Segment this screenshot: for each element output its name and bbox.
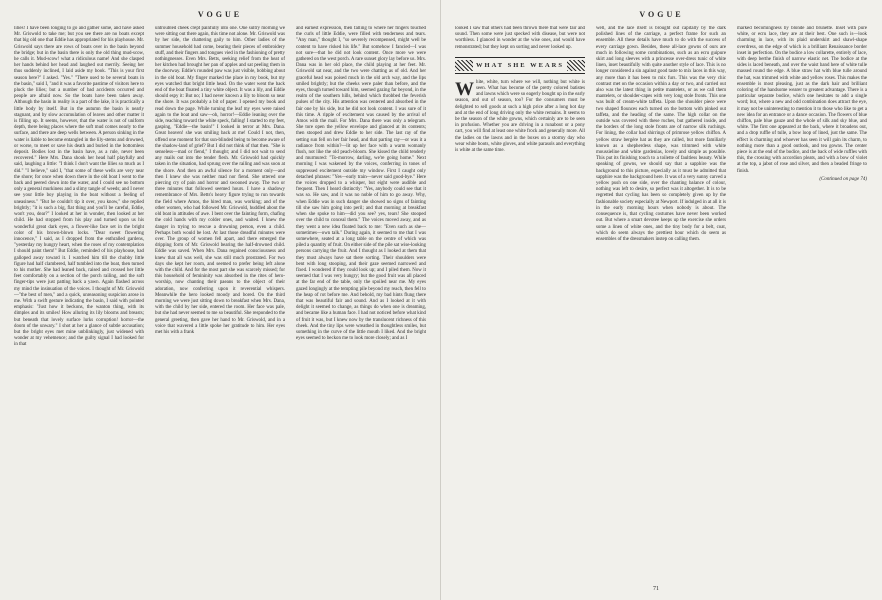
running-head-left: VOGUE [197,10,243,19]
banner-ornament-right-icon [567,60,585,71]
section-banner [455,57,585,74]
drop-cap: W [455,78,474,100]
banner-label: WHAT SHE WEARS [476,61,564,69]
right-page [441,0,882,600]
page-number: 71 [653,586,659,592]
column-text: untroubled cheek crept painfully into one. One sultry morning we were sitting out there again, this time not alone. Mr. Griswold was by her side, the chattering gaily to him. Other ladies of the summer household had come, bearing their pieces of embroidery stuff, and their fingers and tongues vied in the fashioning of pretty nothingnesses. Even Mrs. Betts, seeking relief from the heat of her kitchen had brought her pan of apples and sat peeling them in the doorway. Eddie's rounded paw was just visible, bobbing about in the old boat. My finger marked the place in my book, but my eyes watched that bright little head. On the water went the back end of the boat floated a tiny white object. It was a lily, and Eddie should espy it: But no; I had never known a lily to bloom so near the shore. It was probably a bit of paper. I opened my book and read down the page. While turning the leaf my eyes were raised again to the boat and saw—oh, horror!—Eddie leaning over the side, reaching toward the white speck, falling! I started to my feet, gasping, "Eddie—the basin!" I looked in terror at Mrs. Dana. Great heaven! she was smiling back at me! Could I not, then, offend one moment for that sun-blinded being to become aware of the shadow-land of grief? But I did not think of that then. "She is senseless—mad or fiend," I thought; and I did not wait to send any mails out into the tender flesh. Mr. Griswold had quickly taken in the situation, had sprung over the railing and was soon at the shore. And then an awful silence for a moment only—and then I knew she was neither mad nor fiend. She uttered one piercing cry of pain and horror and swooned away. The two or three minutes that followed seemed hours. I have a shadowy remembrance of Mrs. Betts's heavy figure trying to run towards the field where Amos, the hired man, was working; and of the other women, who had followed Mr. Griswold, huddled about the old boat in attitudes of awe. I bent over the fainting form, chafing the cold hands with my colder ones, and waited. I knew the danger in trying to rescue a drowning person, even a child. Perhaps both would be lost. At last those dreadful minutes were over. The group of women fell apart, and there emerged the dripping form of Mr. Griswold bearing the half-drowned child. Eddie was saved. When Mrs. Dana regained consciousness and knew that all was well, she was still much prostrated. For two days she kept her room, and seemed to prefer being left alone with the child. And for the most part she was scarcely missed; for this household of femininity was absorbed in the rites of hero-worship, now chanting their paeans to the object of their adoration, now conferring upon it reverential whispers. Meanwhile the hero looked moody and bored. On the third morning we were just sitting down to breakfast when Mrs. Dana, with the child by her side, entered the room. Her face was pale, but she had never seemed to me so beautiful. She responded to the general greeting, then gave her hand to Mr. Griswold, and in a voice that wavered a little spoke her gratitude to him. Her eyes met his with a frank [155,26,285,335]
section-body [455,80,585,154]
right-column-3 [737,26,867,586]
section-body-text: hite, white, turn where we will, nothing but white is seen. What has become of the pretty colored batistes and lawns which were so eagerly bought up in the early season, and out of season, too? For the consumers must be delighted to sell goods at such a high price after a long hot day and at the end of long driving only the white remains. It seems to be the season of the white gowns, which certainly are to be seen in profusion. Whether you are driving in a runabout or a pony cart, you will find at least one white frock and generally more. All the ladies on the lawns and in the boxes on a stormy day who wear white boots, white gloves, and white parasols and everything is white at the same time. [455,79,585,154]
column-text: looked I saw that others had been thrown there that were fair and sound. Then some were just specked with disease, but were not worthless. I glanced in wonder at the wise ones, and would have remonstrated; but they kept on sorting and never looked up. [455,26,585,50]
column-text: and earnest expression, then falling to where her fingers touched the curls of little Eddie, were filled with tenderness and tears. "Any man," thought I, "so severely recompensed, might well be content to have risked his life." But somehow I fancied—I was not sure—that he did not look content. Once more we were gathered on the west porch. A rare sunset glory lay before us. Mrs. Dana was in her old place, the child playing at her feet. Mr. Griswold sat near, and the two were chatting as of old. And her graceful head was poised much in the old arch way, and the lips smiled brightly; but the cheeks were paler than before, and the eyes, though turned toward him, seemed gazing far beyond, in the realm of the southern hills, behind which throbbed the feverish pulses of the city. His attention was centered and absorbed in the fair one by his side, but he did not look content. I was sure of it this time. A ripple of excitement was caused by the arrival of Amos with the mail. For Mrs. Dana there was only a telegram. She tore open the yellow envelope and glanced at its contents; then stooped and drew Eddie to her side. The last ray of the setting sun fell on her fair head, and that parting ray—or was it a radiance from within?—lit up her face with a warm womanly flush, not like the old peach-bloom. She kissed the child tenderly and murmured: "To-morrow, darling, we're going home." Next morning I was wakened by the voices, conferring in tones of suppressed excitement outside my window. First I caught only detached phrases: "Yes—early train—never said good-bye." Here the voices dropped to a whisper, but eight were audible and frequent. Then I heard distinctly: "Yes, anybody could see that it was so. He saw, and it was no noble of him to go away. Why, when Eddie was in such danger she showed no signs of fainting till she saw him going into peril; and that morning at breakfast when she spoke to him—did you see? yes, tears! She stooped over the child to conceal them." The voices moved away, and as they went a new idea floated back to me: "Even such as she—sometimes—own talk." During again, it seemed to me that I was somewhere, seated at a long table on the centre of which was piled a quantity of fruit. On either side of the pile sat wise-looking persons carrying the fruit. And I thought as I looked at them that they must always have sat there sorting. Their shoulders were bent with long stooping, and their gaze seemed narrowed and fixed. I wondered if they could look up; and I piled them. Now it seemed that I was very hungry; but the good fruit was all placed at the far end of the table, only the spoiled near me. My eyes gazed longingly at the tempting pile beyond my reach, then fell to the heap of rot before me. And behold, my bad hints flung there that was beautiful fair and sound. And as I looked at it with delight it seemed to change, as things do when one is dreaming, and became like a human face. I had not noticed before what kind of fruit it was, but I knew now by the translucent richness of this cheek. And the tiny lips were wreathed in thoughtless smiles, but something in the curve of the little mouth I liked. And the bright eyes seemed to beckon me to look more closely; and as I [296,26,426,342]
left-column-1 [14,26,144,586]
banner-ornament-left-icon [455,60,473,71]
running-head-right: VOGUE [639,10,684,19]
right-columns [455,26,868,586]
left-column-2 [155,26,285,586]
right-column-1 [455,26,585,586]
column-text: marked becomingness by blonde and brunette. Inset with pure white, or ecru lace, they are at their best. One such is—look charming in lace, with its plaid underskirt and shawl-shape overdress, on the edge of which is a brilliant Renaissance border inset in perfection. On the bodice a low collarette, entirely of lace, with deep berthe finish of narrow elastic net. The bodice at the sides is laced beneath, and over the waist band here of white tulle massed round the edge. A blue straw hat with blue tulle around the hat, was trimmed with white and yellow roses. This makes the ensemble is most pleasing, just as the dark hair and brilliant coloring of the handsome wearer to greatest advantage. There is a particular separate bodice, which one hesitates to add a single word; but, where a new and odd combination does attract the eye, it may not be uninteresting to mention it to those who like to get a new idea for an entrance or a dance occasion. The flowers of blue chiffon, pale blue gauze and the whole of silk and sky blue, and white. The first one appeared at the back, where it broadens out, and a drop ruffle of tulle, a bow loop of lined, just the same. The effect is charming and whoever has seen it will gain its charm, to nothing more than a good outlook, and tea gowns. The center piece is at the end of the bodice, and the back of wide ruffles with this, the crossing with accordion pleats, and with a bow of violet at the top, a jabot of rose and silver, and then a beaded fringe to finish. [737,26,867,174]
left-column-3 [296,26,426,586]
column-text: well, and the lace itself is brought out capitally by the dark polished lines of the carriage, a perfect frame for such an ensemble. All these details have much to do with the success of every carriage gown. Besides, these all-lace gowns of ours are much in following some combinations, such as an ecru guipure skirt and long sleeves with a princesse over-dress tunic of white linen, inset beautifully with quite another style of lace. This is no longer considered a sin against good taste to mix laces in this way, any more than it has been to mix furs. This was the very chic contrast met on the occasion within a day or two, and carried out also was the latest thing in petite mantelets, or as we call them mantelets, or shoulder-capes with very long stole fronts. This one was built of cream-white taffeta. Upon the shoulder piece were two shaped flounces each turned on the bottom with pinked out taffeta, and the heading of the same. The high collar on the outside was covered with these ruches, but gathered inside, and the borders of the long stole fronts are of narrow silk ruchings. For lining, the collar had shirrings of primrose yellow chiffon. A yellow straw bergère hat as they are called, but more familiarly known as a shepherdess shape, was trimmed with white moussieline and white gardenias, lovely and simple as possible. This put its finishing touch to a toilette of faultless beauty. While speaking of gowns, we should say that a sapphire was the background to this picture, especially as it must be admitted that sapphire was the background here. It was of a very sunny carved a yellow push on one side, over the chanting balance of colour, nothing was left to desire, so perfect was it altogether. It is to be regretted that cycling has been so completely given up by the fashionable society especially at Newport. If indulged in at all it is in the early morning hours when nobody is about. The consequence is, that cycling costumes have never been worked out. But where a smart devotee keeps up the exercise she orders some a linen of white ones, and the tiny body for a belt, coat, which do seem always the prettiest hour which do seem as ensembles of the dressmakers instep on calling them. [596,26,726,242]
right-column-2 [596,26,726,586]
continued-note: (Continued on page 74) [819,176,867,182]
column-text: lilies! I have been longing to go and gather some, and have asked Mr. Griswold to take me; but you see there are no boats except that big old one that Eddie has appropriated for his playhouse. Mr. Griswold says there are rows of boats over in the basin beyond the bridge; but in the basin there is only the old thing mud-scow, he calls it. Mud-scow! what a ridiculous name! And she clasped her hands behind her head and laughed out merrily. Seeing her thus suddenly inclined, I laid aside my book. "This is your first season here?" I asked. "Yes." "There used to be several boats in the basin," said I, "and it was a favorite pastime of visitors here to pluck the lilies; but a number of bad accidents occurred and people are afraid now. So the boats have been taken away. Although the basin in reality is a part of the lake, it is practically a little body by itself. But in the autumn the basin is nearly stagnant, and by slow accumulation of leaves and other matter it is filling up. It seems, however, that the water is not of uniform depth, there being places where the soft mud comes nearly to the surface, and there are deep wells between. A person sinking in the water is liable to become entangled in the lily-stems and drowned, or worse, to meet or save his death and buried in the bottomless deposit. Bodies lost in the basin have, as a rule, never been recovered." Here Mrs. Dana shook her head half playfully and said, laughing a little: "I think I don't want the lilies so much as I did." "I believe," said I, "that some of these wells are very near the shore; for once when down there in the old boat I went to the back and peered down into the water, and I could see no bottom only a general murkiness and a slimy tangle of weeds; and I never see your little boy playing in the boat without a feeling of uneasiness." "But he couldn't tip it over, you know," she replied brightly; "it is such a big, flat thing and you'll be careful, Eddie, won't you, dear?" I looked at her in wonder, then looked at her child. He had stopped from his play and turned upon us his wonderful great dark eyes, a flower-like face set in the bright color of his brown-blown locks. "Dear sweet flowering innocence," I said, as I dropped from the enthralled gardens, "yesterday my hungry heart, when the roses of my contemplation I should paint them!" But Eddie, reminded of his playhouse, had galloped away toward it. I watched him till the chubby little figure had half clambered, half tumbled into the boat, then turned to his mother. She had leaned back, raised and crossed her little feet comfortably on a section of the porch railing, and the soft finger-tips were just patting back a yawn. Again flashed across my mind the insinuation of the voices. I thought of Mr. Griswold—"the best of men," and a quick, unreasoning suspicion arose in me. With a swift gesture indicating the basin, I said with pointed emphasis: "Just how it beckons, the wanton thing, with its dimples and its smiles! How alluring its lily blooms and breasts; but beneath that lovely surface lurks corruption! horror—the doom of the unwary." I shot at her a glance of subtle accusation; but the bright eyes met mine unblinkingly, just widened with wonder at my vehemence; and the guilty signal I had looked for in that [14,26,144,348]
left-columns [14,26,426,586]
